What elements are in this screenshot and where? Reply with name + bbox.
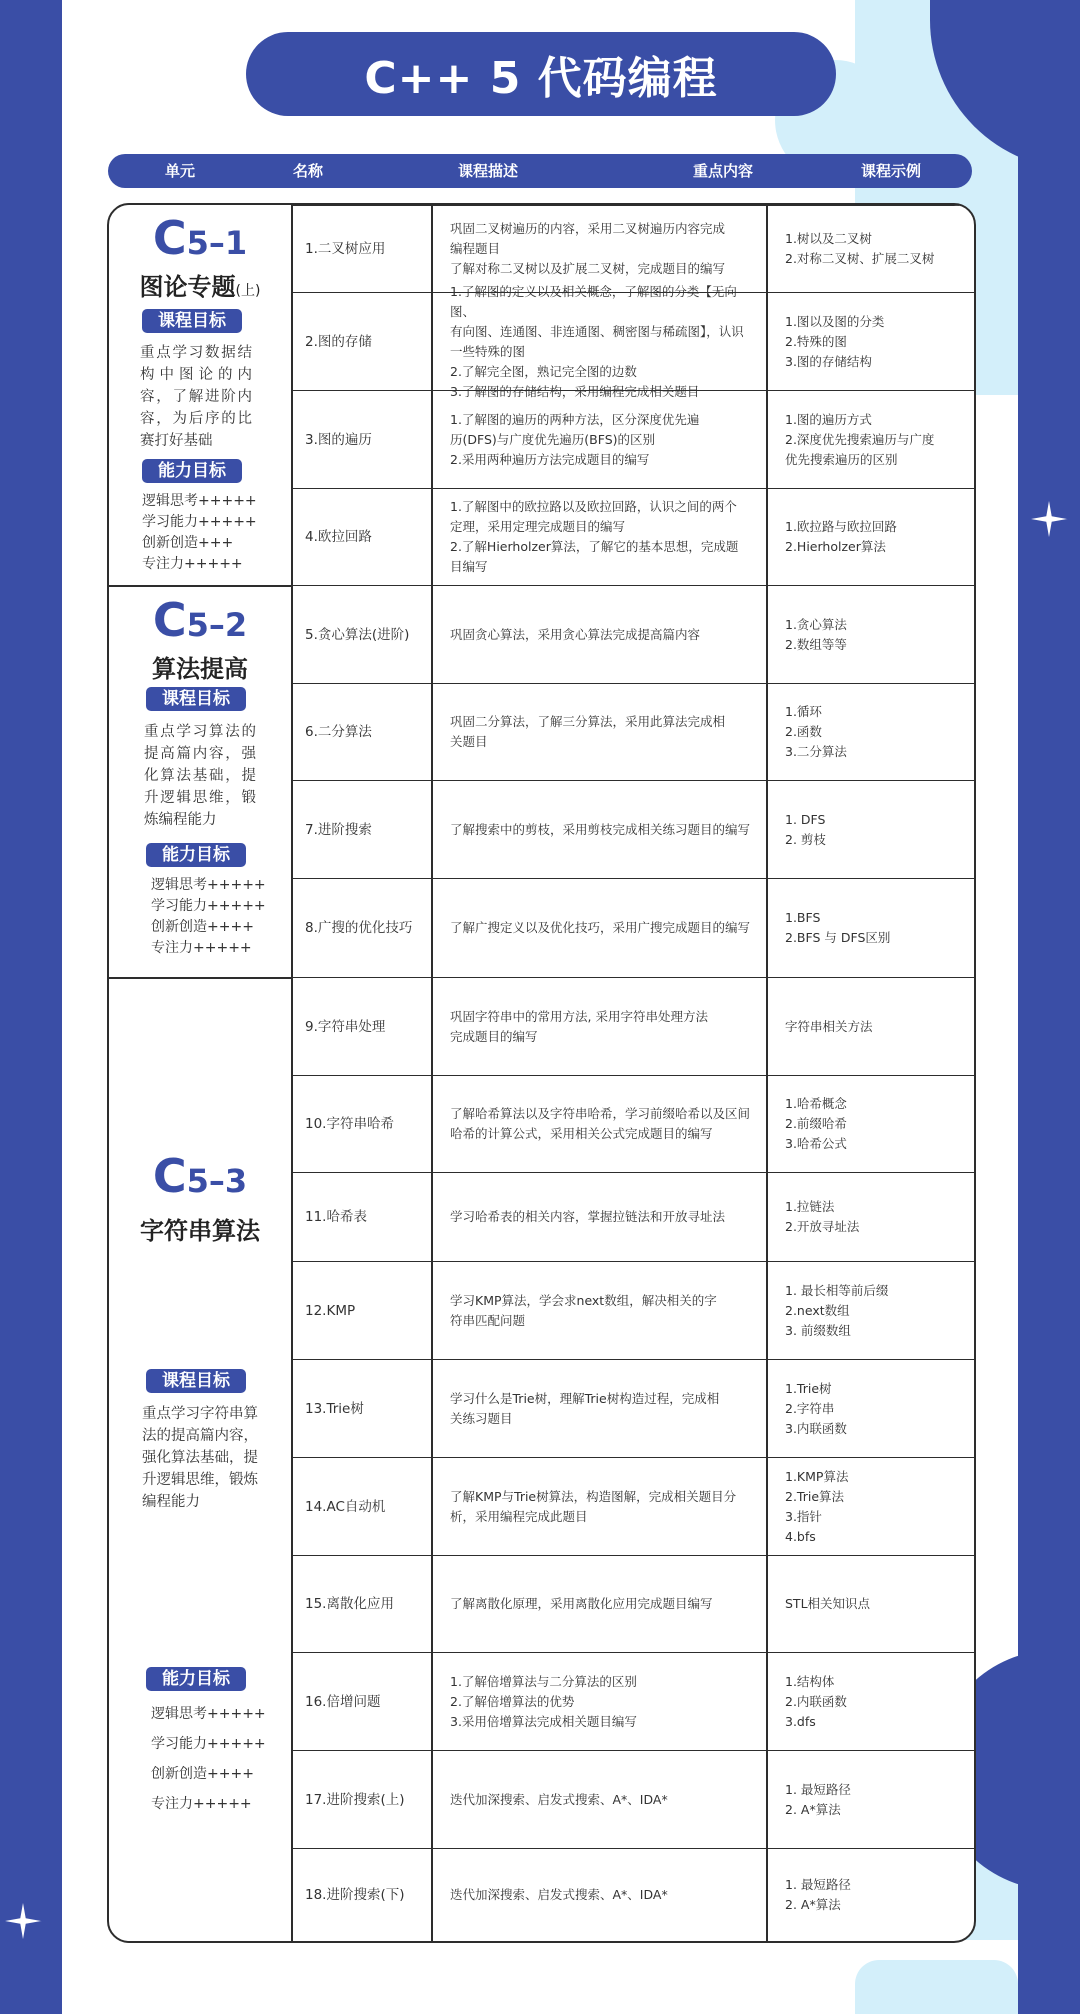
unit-panel [109,205,291,585]
lesson-example: 1.循环 2.函数 3.二分算法 [785,704,847,759]
lesson-desc: 学习什么是Trie树，理解Trie树构造过程，完成相 关练习题目 [450,1390,720,1426]
sparkle-icon [0,1898,46,1944]
lesson-name: 16.倍增问题 [305,1693,381,1710]
table-header [108,154,972,188]
lesson-example: 1.图的遍历方式 2.深度优先搜索遍历与广度 优先搜索遍历的区别 [785,411,935,467]
lesson-desc: 了解离散化原理，采用离散化应用完成题目编写 [450,1596,713,1611]
table-row [291,205,974,292]
goal-text: 重点学习算法的提高篇内容，强化算法基础，提升逻辑思维，锻炼编程能力 [144,724,256,828]
lesson-desc: 迭代加深搜索、启发式搜索、A*、IDA* [450,1791,668,1807]
lesson-example: 1. 最短路径 2. A*算法 [785,1781,851,1817]
lesson-name: 4.欧拉回路 [305,529,372,545]
table-row [291,878,974,977]
table-row [291,1261,974,1359]
ability-text: 逻辑思考+++++ 学习能力+++++ 创新创造++++ 专注力+++++ [151,1706,266,1812]
lesson-example: 1. DFS 2. 剪枝 [785,811,826,847]
page-title: C++ 5 代码编程 [246,32,836,116]
lesson-desc: 巩固贪心算法，采用贪心算法完成提高篇内容 [450,626,701,642]
lesson-example: 1.贪心算法 2.数组等等 [785,616,847,652]
table-row [291,1848,974,1941]
table-row [291,1172,974,1261]
lesson-example: 1.拉链法 2.开放寻址法 [785,1199,860,1234]
lesson-desc: 了解搜索中的剪枝，采用剪枝完成相关练习题目的编写 [450,821,751,837]
left-band [0,0,62,2014]
header-name: 名称 [292,162,324,180]
table-row [291,488,974,585]
goal-tag: 课程目标 [146,687,246,711]
lesson-example: 1. 最长相等前后缀 2.next数组 3. 前缀数组 [785,1282,889,1338]
table-row [291,283,974,399]
table-row [291,780,974,878]
lesson-desc: 1.了解图中的欧拉路以及欧拉回路，认识之间的两个 定理，采用定理完成题目的编写 2.了解Hierholzer算法，了解它的基本思想，完成题 目编写 [450,499,739,574]
lesson-name: 3.图的遍历 [305,431,372,448]
lesson-desc: 1.了解倍增算法与二分算法的区别 2.了解倍增算法的优势 3.采用倍增算法完成相关题目编写 [450,1673,637,1729]
lesson-desc: 1.了解图的遍历的两种方法，区分深度优先遍 历(DFS)与广度优先遍历(BFS)的区别 2.采用两种遍历方法完成题目的编写 [450,411,700,467]
table-row [291,1359,974,1457]
lesson-name: 8.广搜的优化技巧 [305,920,413,936]
unit-panel [109,587,291,977]
lesson-example: STL相关知识点 [785,1596,871,1611]
unit-topic: 算法提高 [152,655,248,683]
lesson-example: 1.哈希概念 2.前缀哈希 3.哈希公式 [785,1096,847,1151]
lesson-desc: 了解KMP与Trie树算法，构造图解，完成相关题目分 析，采用编程完成此题目 [450,1488,737,1524]
lesson-example: 1.BFS 2.BFS 与 DFS区别 [785,910,891,945]
sparkle-icon [1026,496,1072,542]
lesson-name: 13.Trie树 [305,1400,364,1417]
lesson-desc: 巩固二叉树遍历的内容，采用二叉树遍历内容完成 编程题目 了解对称二叉树以及扩展二叉树，完成题目的编写 [450,221,726,276]
lesson-example: 1.树以及二叉树 2.对称二叉树、扩展二叉树 [785,231,935,266]
header-desc: 课程描述 [457,162,519,180]
lesson-example: 1.结构体 2.内联函数 3.dfs [785,1673,847,1729]
goal-text: 重点学习数据结构中图论的内容，了解进阶内容，为后序的比赛打好基础 [140,345,252,449]
lesson-name: 9.字符串处理 [305,1018,386,1035]
unit-code: C5–1 [152,211,248,265]
lesson-name: 5.贪心算法(进阶) [305,626,410,643]
table-row [291,683,974,780]
unit-code: C5–3 [152,1149,248,1203]
table-row [291,977,974,1075]
header-example: 课程示例 [860,162,922,180]
table-row [291,1075,974,1172]
header-unit: 单元 [164,162,196,180]
lesson-desc: 学习哈希表的相关内容，掌握拉链法和开放寻址法 [450,1209,726,1224]
lesson-desc: 了解哈希算法以及字符串哈希，学习前缀哈希以及区间 哈希的计算公式，采用相关公式完成题目的编写 [450,1106,751,1141]
deco-bubble [855,1960,1018,2014]
lesson-name: 2.图的存储 [305,333,372,350]
lesson-desc: 迭代加深搜索、启发式搜索、A*、IDA* [450,1887,668,1902]
table-row [291,1652,974,1750]
lesson-name: 6.二分算法 [305,724,372,740]
ability-text: 逻辑思考+++++ 学习能力+++++ 创新创造++++ 专注力+++++ [151,877,266,956]
lesson-name: 18.进阶搜索(下) [305,1887,405,1903]
lesson-example: 字符串相关方法 [785,1018,873,1034]
lesson-name: 12.KMP [305,1302,356,1319]
course-table [107,203,976,1943]
lesson-name: 14.AC自动机 [305,1498,386,1515]
lesson-desc: 巩固字符串中的常用方法, 采用字符串处理方法 完成题目的编写 [450,1008,708,1044]
lesson-desc: 学习KMP算法，学会求next数组，解决相关的字 符串匹配问题 [450,1292,717,1328]
unit-topic: 字符串算法 [140,1217,260,1245]
goal-tag: 课程目标 [142,309,242,333]
lesson-name: 1.二叉树应用 [305,241,386,257]
table-row [291,390,974,488]
ability-tag: 能力目标 [146,843,246,867]
unit-code: C5–2 [152,593,248,647]
goal-tag: 课程目标 [146,1369,246,1393]
ability-tag: 能力目标 [142,459,242,483]
lesson-name: 10.字符串哈希 [305,1116,394,1132]
lesson-desc: 1.了解图的定义以及相关概念，了解图的分类【无向图、 有向图、连通图、非连通图、稠密图与稀疏图】，认识 一些特殊的图 2.了解完全图，熟记完全图的边数 3.了解图的存储结构，采用编程完成相关题目 [450,283,744,399]
lesson-name: 11.哈希表 [305,1209,367,1225]
ability-tag: 能力目标 [146,1667,246,1691]
header-key: 重点内容 [692,162,754,180]
table-row [291,1555,974,1652]
goal-text: 重点学习字符串算法的提高篇内容，强化算法基础，提升逻辑思维，锻炼编程能力 [142,1406,258,1510]
table-row [291,585,974,683]
unit-topic: 图论专题(上) [139,273,261,301]
lesson-example: 1.图以及图的分类 2.特殊的图 3.图的存储结构 [785,313,885,369]
lesson-example: 1.Trie树 2.字符串 3.内联函数 [785,1380,847,1436]
table-row [291,1750,974,1848]
lesson-name: 7.进阶搜索 [305,821,372,838]
lesson-name: 15.离散化应用 [305,1596,394,1612]
table-row [291,1457,974,1555]
unit-panel [109,979,291,1941]
lesson-example: 1.KMP算法 2.Trie算法 3.指针 4.bfs [785,1468,849,1544]
lesson-example: 1.欧拉路与欧拉回路 2.Hierholzer算法 [785,519,897,554]
lesson-desc: 了解广搜定义以及优化技巧，采用广搜完成题目的编写 [450,920,751,935]
lesson-name: 17.进阶搜索(上) [305,1791,405,1808]
lesson-example: 1. 最短路径 2. A*算法 [785,1877,851,1912]
ability-text: 逻辑思考+++++ 学习能力+++++ 创新创造+++ 专注力+++++ [142,493,257,572]
lesson-desc: 巩固二分算法，了解三分算法，采用此算法完成相 关题目 [450,714,726,749]
